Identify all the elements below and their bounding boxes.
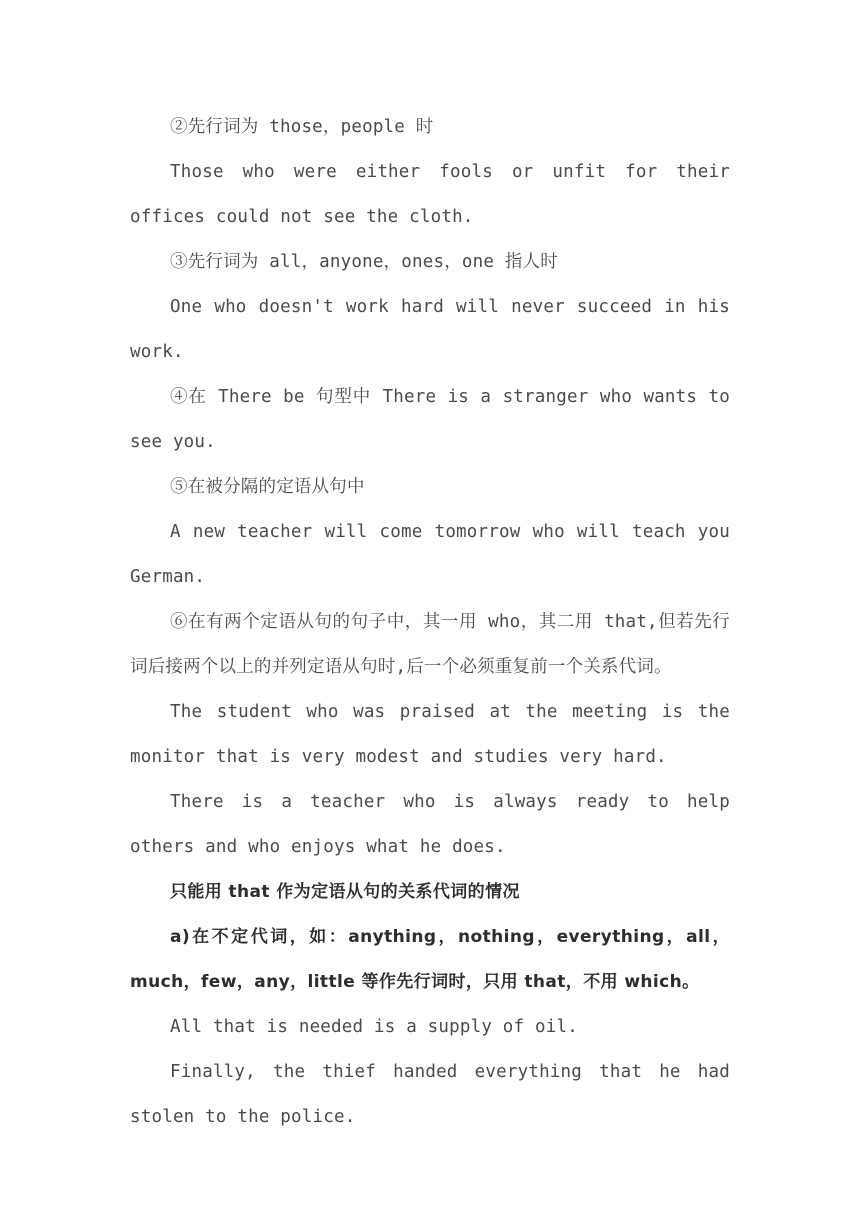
paragraph-example-thief: Finally, the thief handed everything that he had stolen to the police. [130,1062,730,1127]
document-page [0,105,860,1140]
rule-indefinite-pronouns: a)在不定代词，如：anything，nothing，everything，all，much，few，any，little 等作先行词时，只用 that，不用 which。 [130,927,730,992]
paragraph-antecedent-all-anyone: ③先行词为 all，anyone，ones，one 指人时 [170,252,558,272]
paragraph-separated-clause: ⑤在被分隔的定语从句中 [170,477,365,497]
paragraph-example-work-hard: One who doesn't work hard will never succeed in his work. [130,297,730,362]
section-heading-only-that: 只能用 that 作为定语从句的关系代词的情况 [170,882,520,902]
paragraph-there-be-pattern: ④在 There be 句型中 There is a stranger who wants to see you. [130,387,730,452]
paragraph-example-supply-oil: All that is needed is a supply of oil. [170,1017,578,1037]
paragraph-antecedent-those-people: ②先行词为 those，people 时 [170,117,434,137]
paragraph-example-fools: Those who were either fools or unfit for their offices could not see the cloth. [130,162,730,227]
paragraph-example-teacher-helps: There is a teacher who is always ready to help others and who enjoys what he does. [130,792,730,857]
paragraph-example-new-teacher: A new teacher will come tomorrow who will teach you German. [130,522,730,587]
paragraph-example-student-monitor: The student who was praised at the meeting is the monitor that is very modest and studies very hard. [130,702,730,767]
paragraph-two-clauses-rule: ⑥在有两个定语从句的句子中，其一用 who，其二用 that,但若先行词后接两个以上的并列定语从句时,后一个必须重复前一个关系代词。 [130,612,730,677]
